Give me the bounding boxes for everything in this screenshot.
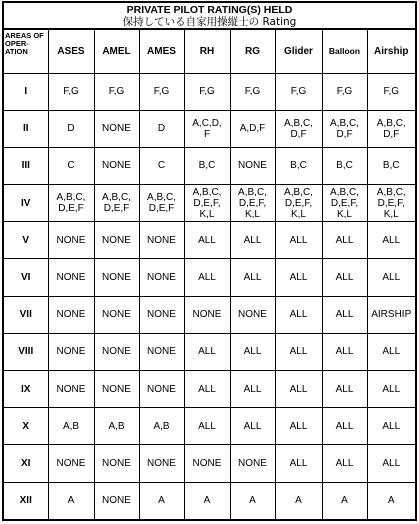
table-cell: D bbox=[139, 110, 184, 147]
table-subtitle: 保持している自家用操縦士の Rating bbox=[122, 16, 297, 28]
table-cell: F,G bbox=[184, 73, 230, 110]
table-cell: ALL bbox=[322, 333, 367, 370]
table-cell: ALL bbox=[275, 296, 322, 333]
table-cell: A,C,D, F bbox=[184, 110, 230, 147]
table-cell: NONE bbox=[48, 371, 94, 408]
table-cell: ALL bbox=[322, 296, 367, 333]
corner-label: AREAS OF OPER-ATION bbox=[4, 30, 48, 73]
table-cell: A,B,C, D,E,F bbox=[94, 185, 139, 222]
column-header: Balloon bbox=[322, 30, 367, 73]
row-label: XII bbox=[4, 482, 48, 519]
row-label: IX bbox=[4, 371, 48, 408]
table-cell: NONE bbox=[94, 333, 139, 370]
table-cell: NONE bbox=[48, 296, 94, 333]
table-cell: ALL bbox=[275, 445, 322, 482]
row-label: IV bbox=[4, 185, 48, 222]
table-cell: F,G bbox=[48, 73, 94, 110]
table-cell: NONE bbox=[48, 259, 94, 296]
table-cell: ALL bbox=[184, 259, 230, 296]
column-header: Airship bbox=[367, 30, 415, 73]
table-cell: F,G bbox=[139, 73, 184, 110]
column-header: AMEL bbox=[94, 30, 139, 73]
table-cell: A,B bbox=[48, 408, 94, 445]
table-row bbox=[4, 259, 415, 296]
row-label: VIII bbox=[4, 333, 48, 370]
table-cell: AIRSHIP bbox=[367, 296, 415, 333]
table-row bbox=[4, 222, 415, 259]
row-label: II bbox=[4, 110, 48, 147]
table-cell: ALL bbox=[322, 371, 367, 408]
table-cell: ALL bbox=[367, 333, 415, 370]
rating-table-sheet bbox=[2, 1, 417, 521]
table-cell: ALL bbox=[367, 445, 415, 482]
table-cell: NONE bbox=[139, 371, 184, 408]
table-cell: ALL bbox=[230, 408, 275, 445]
table-row bbox=[4, 73, 415, 110]
table-cell: NONE bbox=[139, 222, 184, 259]
table-cell: NONE bbox=[94, 147, 139, 184]
table-cell: A bbox=[184, 482, 230, 519]
table-cell: ALL bbox=[367, 408, 415, 445]
table-cell: ALL bbox=[322, 445, 367, 482]
table-row bbox=[4, 371, 415, 408]
table-row bbox=[4, 110, 415, 147]
table-cell: ALL bbox=[275, 408, 322, 445]
table-cell: A,B bbox=[94, 408, 139, 445]
table-cell: A bbox=[48, 482, 94, 519]
table-cell: NONE bbox=[94, 110, 139, 147]
table-cell: ALL bbox=[184, 333, 230, 370]
column-header: Glider bbox=[275, 30, 322, 73]
table-row bbox=[4, 445, 415, 482]
table-body bbox=[4, 73, 415, 519]
column-header-row bbox=[4, 30, 415, 73]
table-cell: A,B,C, D,F bbox=[367, 110, 415, 147]
table-cell: B,C bbox=[367, 147, 415, 184]
table-cell: ALL bbox=[322, 222, 367, 259]
table-cell: A,B,C, D,E,F, K,L bbox=[230, 185, 275, 222]
table-cell: ALL bbox=[230, 371, 275, 408]
table-cell: B,C bbox=[184, 147, 230, 184]
table-title: PRIVATE PILOT RATING(S) HELD bbox=[126, 4, 293, 16]
table-cell: A,B,C, D,F bbox=[275, 110, 322, 147]
table-cell: ALL bbox=[275, 222, 322, 259]
row-label: I bbox=[4, 73, 48, 110]
table-cell: A,D,F bbox=[230, 110, 275, 147]
table-cell: ALL bbox=[275, 371, 322, 408]
table-cell: ALL bbox=[230, 222, 275, 259]
table-cell: NONE bbox=[139, 259, 184, 296]
table-cell: F,G bbox=[230, 73, 275, 110]
row-label: VI bbox=[4, 259, 48, 296]
table-cell: ALL bbox=[275, 259, 322, 296]
table-cell: NONE bbox=[48, 222, 94, 259]
table-cell: NONE bbox=[139, 445, 184, 482]
table-cell: NONE bbox=[48, 445, 94, 482]
table-cell: ALL bbox=[322, 259, 367, 296]
table-cell: NONE bbox=[230, 147, 275, 184]
table-cell: F,G bbox=[94, 73, 139, 110]
table-cell: B,C bbox=[322, 147, 367, 184]
table-header bbox=[4, 3, 415, 30]
table-cell: ALL bbox=[367, 222, 415, 259]
table-cell: NONE bbox=[184, 445, 230, 482]
column-header: AMES bbox=[139, 30, 184, 73]
column-header: RG bbox=[230, 30, 275, 73]
table-row bbox=[4, 296, 415, 333]
table-cell: A,B,C, D,E,F bbox=[139, 185, 184, 222]
table-cell: ALL bbox=[275, 333, 322, 370]
row-label: X bbox=[4, 408, 48, 445]
table-cell: A,B,C, D,E,F bbox=[48, 185, 94, 222]
table-cell: NONE bbox=[139, 296, 184, 333]
table-cell: A bbox=[367, 482, 415, 519]
table-cell: A,B bbox=[139, 408, 184, 445]
table-cell: NONE bbox=[184, 296, 230, 333]
table-cell: ALL bbox=[367, 371, 415, 408]
table-cell: D bbox=[48, 110, 94, 147]
table-cell: A,B,C, D,E,F, K,L bbox=[367, 185, 415, 222]
table-cell: C bbox=[48, 147, 94, 184]
table-cell: A bbox=[322, 482, 367, 519]
table-cell: NONE bbox=[94, 222, 139, 259]
table-cell: ALL bbox=[184, 371, 230, 408]
table-cell: ALL bbox=[230, 333, 275, 370]
table-cell: NONE bbox=[139, 333, 184, 370]
table-cell: NONE bbox=[94, 445, 139, 482]
table-cell: A,B,C, D,E,F, K,L bbox=[322, 185, 367, 222]
table-cell: NONE bbox=[230, 445, 275, 482]
table-row bbox=[4, 408, 415, 445]
table-cell: NONE bbox=[94, 482, 139, 519]
table-cell: NONE bbox=[230, 296, 275, 333]
table-cell: ALL bbox=[230, 259, 275, 296]
column-header: RH bbox=[184, 30, 230, 73]
row-label: III bbox=[4, 147, 48, 184]
table-row bbox=[4, 333, 415, 370]
table-cell: ALL bbox=[184, 222, 230, 259]
table-cell: NONE bbox=[48, 333, 94, 370]
table-cell: NONE bbox=[94, 371, 139, 408]
table-cell: ALL bbox=[322, 408, 367, 445]
table-cell: A bbox=[275, 482, 322, 519]
column-header: ASES bbox=[48, 30, 94, 73]
row-label: VII bbox=[4, 296, 48, 333]
table-cell: B,C bbox=[275, 147, 322, 184]
table-cell: A,B,C, D,E,F, K,L bbox=[275, 185, 322, 222]
table-cell: A bbox=[139, 482, 184, 519]
table-cell: F,G bbox=[275, 73, 322, 110]
table-cell: A,B,C, D,F bbox=[322, 110, 367, 147]
table-cell: ALL bbox=[367, 259, 415, 296]
table-cell: NONE bbox=[94, 296, 139, 333]
table-cell: NONE bbox=[94, 259, 139, 296]
table-row bbox=[4, 147, 415, 184]
rating-table bbox=[4, 30, 415, 519]
table-cell: A bbox=[230, 482, 275, 519]
row-label: V bbox=[4, 222, 48, 259]
table-row bbox=[4, 482, 415, 519]
table-cell: ALL bbox=[184, 408, 230, 445]
table-cell: C bbox=[139, 147, 184, 184]
table-cell: F,G bbox=[367, 73, 415, 110]
row-label: XI bbox=[4, 445, 48, 482]
table-cell: F,G bbox=[322, 73, 367, 110]
table-cell: A,B,C, D,E,F, K,L bbox=[184, 185, 230, 222]
table-row bbox=[4, 185, 415, 222]
